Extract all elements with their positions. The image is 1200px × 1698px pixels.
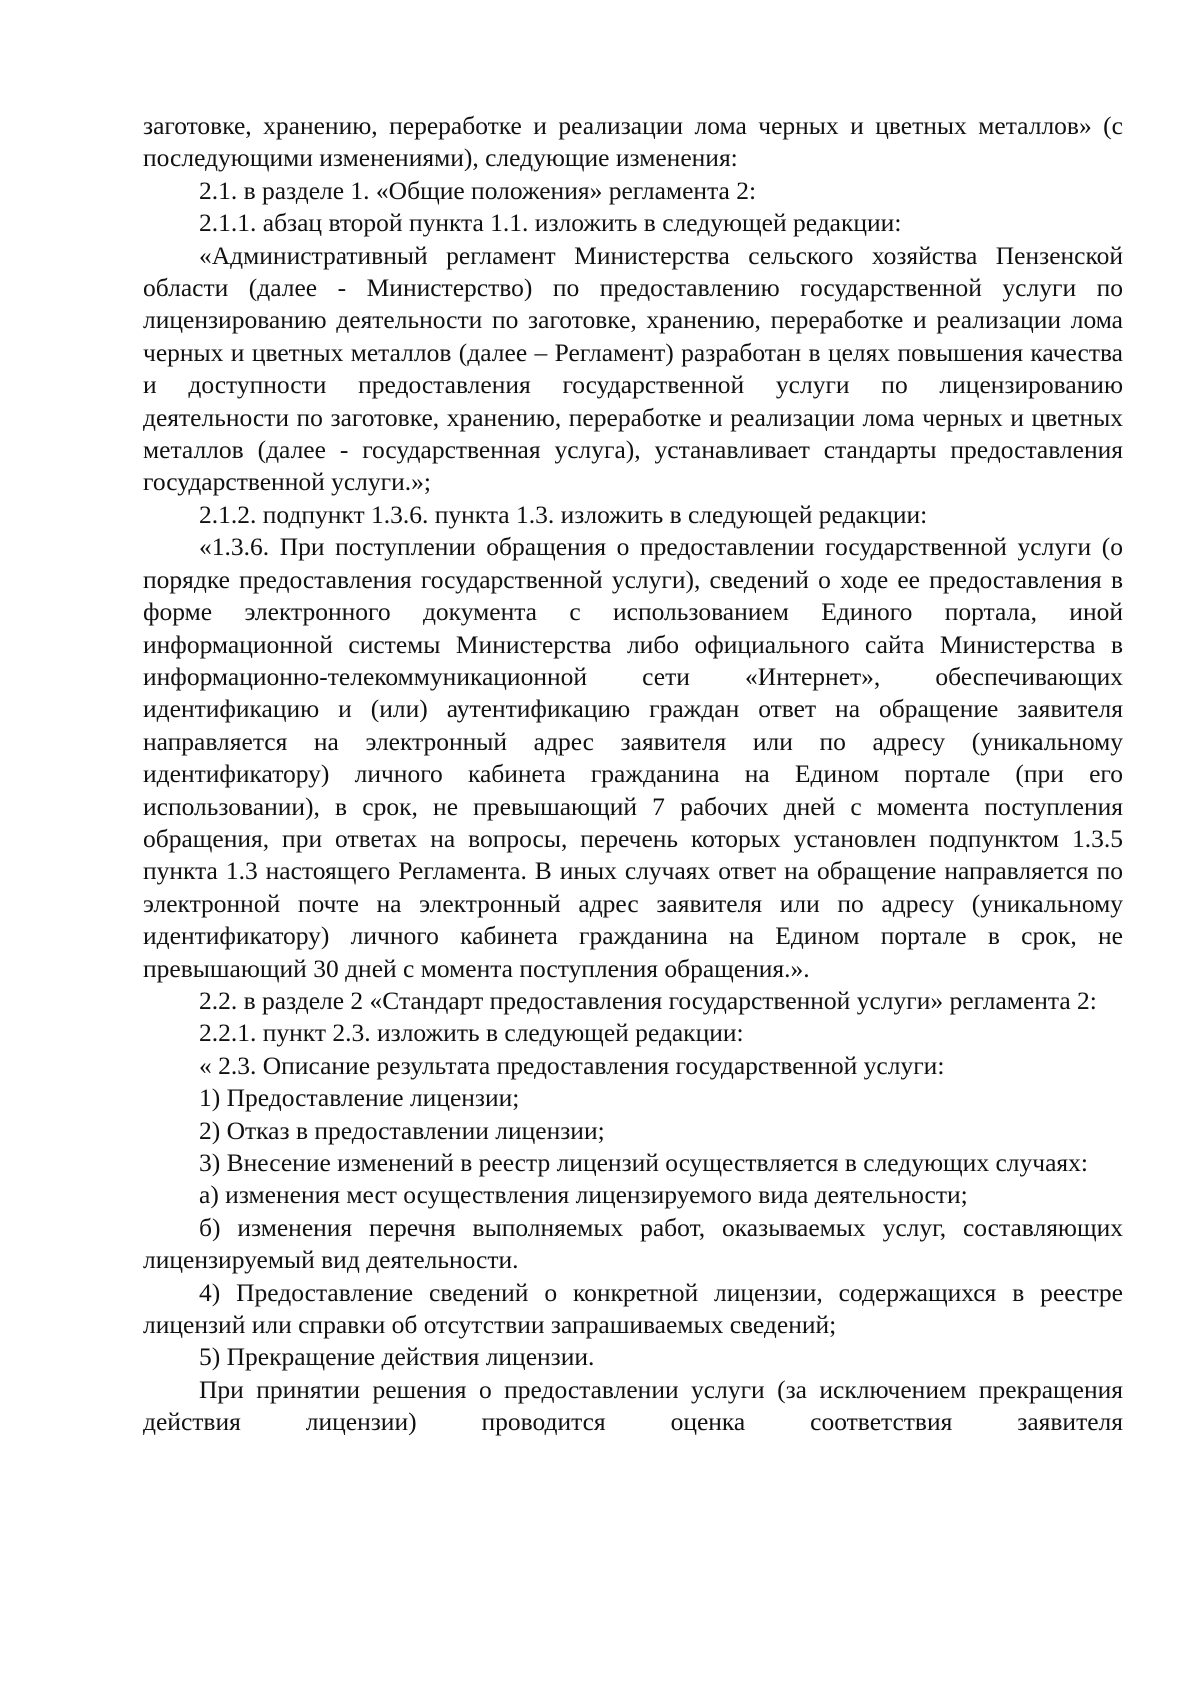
list-item-3: 3) Внесение изменений в реестр лицензий осуществляется в следующих случаях: bbox=[199, 1148, 1088, 1177]
list-item-3b: б) изменения перечня выполняемых работ, оказываемых услуг, составляющих лицензируемый вид деятельности. bbox=[143, 1212, 1123, 1275]
paragraph-2-2-1: 2.2.1. пункт 2.3. изложить в следующей редакции: bbox=[199, 1018, 744, 1048]
paragraph-2-1-2: 2.1.2. подпункт 1.3.6. пункта 1.3. изложить в следующей редакции: bbox=[199, 499, 928, 529]
paragraph-regulation-quote: «Административный регламент Министерства сельского хозяйства Пензенской области (далее - Министерство) по предоставлению государственной услуги по лицензированию деятельности по заготовке, хранению, переработке и реализации лома черных и цветных металлов (далее – Регламент) разработан в целях повышения качества и доступности предоставления государственной услуги по лицензированию деятельности по заготовке, хранению, переработке и реализации лома черных и цветных металлов (далее - государственная услуга), устанавливает стандарты предоставления государственной услуги.»; bbox=[143, 240, 1123, 497]
paragraph-2-1: 2.1. в разделе 1. «Общие положения» регламента 2: bbox=[199, 175, 757, 205]
list-item-4: 4) Предоставление сведений о конкретной лицензии, содержащихся в реестре лицензий или справки об отсутствии запрашиваемых сведений; bbox=[143, 1277, 1123, 1340]
list-item-2: 2) Отказ в предоставлении лицензии; bbox=[199, 1115, 605, 1145]
document-page bbox=[143, 110, 1123, 1439]
paragraph-1-3-6-quote: «1.3.6. При поступлении обращения о предоставлении государственной услуги (о порядке предоставления государственной услуги), сведений о ходе ее предоставления в форме электронного документа с использованием Единого портала, иной информационной системы Министерства либо официального сайта Министерства в информационно-телекоммуникационной сети «Интернет», обеспечивающих идентификацию и (или) аутентификацию граждан ответ на обращение заявителя направляется на электронный адрес заявителя или по адресу (уникальному идентификатору) личного кабинета гражданина на Едином портале (при его использовании), в срок, не превышающий 7 рабочих дней с момента поступления обращения, при ответах на вопросы, перечень которых установлен подпунктом 1.3.5 пункта 1.3 настоящего Регламента. В иных случаях ответ на обращение направляется по электронной почте на электронный адрес заявителя или по адресу (уникальному идентификатору) личного кабинета гражданина на Едином портале в срок, не превышающий 30 дней с момента поступления обращения.». bbox=[143, 532, 1123, 983]
paragraph-decision: При принятии решения о предоставлении услуги (за исключением прекращения действия лицензии) проводится оценка соответствия заявителя bbox=[143, 1374, 1123, 1437]
list-item-1: 1) Предоставление лицензии; bbox=[199, 1083, 520, 1113]
list-item-3a: а) изменения мест осуществления лицензируемого вида деятельности; bbox=[199, 1180, 968, 1210]
paragraph-2-2: 2.2. в разделе 2 «Стандарт предоставления государственной услуги» регламента 2: bbox=[199, 985, 1097, 1015]
paragraph-2-3-heading: « 2.3. Описание результата предоставления государственной услуги: bbox=[199, 1050, 945, 1080]
list-item-5: 5) Прекращение действия лицензии. bbox=[199, 1342, 595, 1372]
paragraph-2-1-1: 2.1.1. абзац второй пункта 1.1. изложить в следующей редакции: bbox=[199, 208, 902, 238]
paragraph-continuation: заготовке, хранению, переработке и реализации лома черных и цветных металлов» (с последующими изменениями), следующие изменения: bbox=[143, 111, 1123, 173]
